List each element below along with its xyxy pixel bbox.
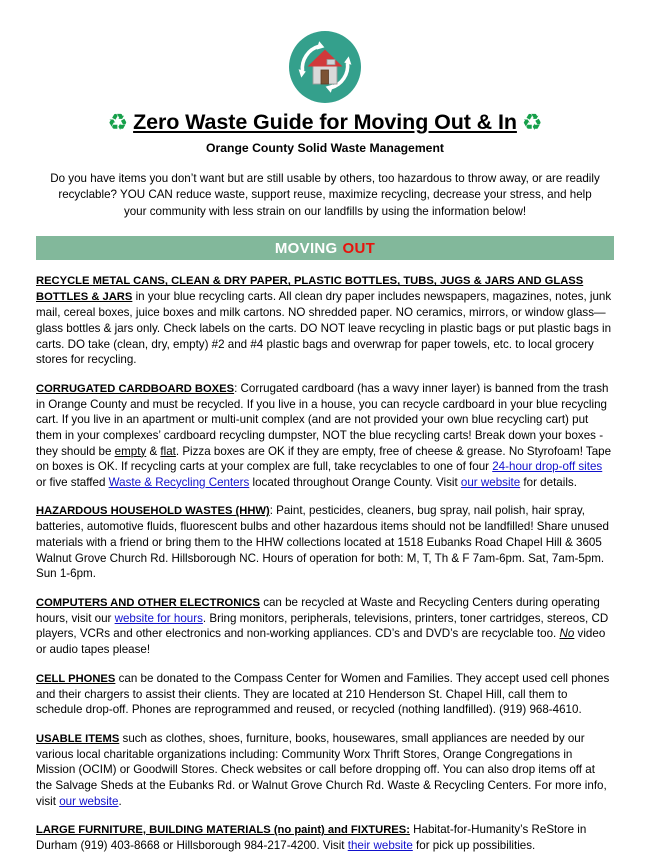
- page-title: [36, 110, 614, 135]
- section-electronics-emphasis-no: No: [559, 627, 575, 641]
- section-recycle: [36, 273, 614, 367]
- section-usable-items-text-1: such as clothes, shoes, furniture, books, housewares, small appliances are needed by our various local charitable organizations including: Community Worx Thrift Stores, Orange Congregations in Mission (OCIM) or Goodwill Stores. Check websites or call before dropping off. You can also drop items off at the Salvage Sheds at the Eubanks Rd. or Walnut Grove Church Rd. Waste & Recycling Centers. For more info, visit: [36, 731, 607, 808]
- section-large-furniture: [36, 822, 614, 854]
- section-electronics-text-1: can be recycled at Waste and Recycling Centers during operating hours, visit our: [36, 595, 600, 625]
- section-usable-items: [36, 731, 614, 809]
- section-recycle-body: in your blue recycling carts. All clean dry paper includes newspapers, magazines, notes, junk mail, cereal boxes, juice boxes and milk cartons. NO shredded paper. NO ceramics, mirrors, or window glass—glass bottles & jars only. Check labels on the carts. DO NOT leave recycling in plastic bags or put plastic bags in carts. DO take (clean, dry, empty) #2 and #4 plastic bags and overwrap for paper towels, etc. to local grocery stores for recycling.: [36, 290, 612, 367]
- section-hazardous-waste-body: : Paint, pesticides, cleaners, bug spray, nail polish, hair spray, batteries, automotive fluids, fluorescent bulbs and other hazardous items should not be landfilled! Share unused materials with a friend or bring them to the HHW collections located at 1518 Eubanks Road Chapel Hill & 3605 Walnut Grove Church Rd. Hillsborough NC. Hours of operation for both: M, T, Th & F 7am-6pm. Sat, 7am-5pm. Sun 1-6pm.: [36, 504, 609, 581]
- link-our-website-cardboard[interactable]: our website: [460, 475, 521, 489]
- section-hazardous-waste: [36, 503, 614, 581]
- section-cardboard-text-1: : Corrugated cardboard (has a wavy inner layer) is banned from the trash in Orange County and must be recycled. If you live in a house, you can recycle cardboard in your blue recycling cart. If you live in an apartment or multi-unit complex (and are not provided your own blue recycling cart) put them in your complexes’ cardboard recycling dumpster, NOT the blue recycling carts! Break down your boxes - they should be: [36, 381, 609, 458]
- section-electronics-text-3: video or audio tapes please!: [36, 627, 606, 656]
- banner-label-out: OUT: [342, 239, 376, 257]
- section-cardboard: [36, 381, 614, 491]
- section-usable-items-text-2: .: [118, 794, 122, 808]
- link-website-for-hours[interactable]: website for hours: [114, 611, 203, 625]
- link-their-website[interactable]: their website: [347, 839, 413, 853]
- section-cell-phones-body: can be donated to the Compass Center for Women and Families. They accept used cell phones and their chargers to assist their clients. They are located at 210 Henderson St. Chapel Hill, call them to schedule drop-off. Phones are reprogrammed and reused, or recycled (nothing landfilled). (919) 968-4610.: [36, 671, 610, 717]
- section-hazardous-waste-heading: HAZARDOUS HOUSEHOLD WASTES (HHW): [36, 505, 270, 518]
- intro-paragraph: Do you have items you don’t want but are still usable by others, too hazardous to throw away, or are readily recyclable? YOU CAN reduce waste, support reuse, maximize recycling, decrease your stress, and help your community with less strain on our landfills by using the information below!: [50, 172, 600, 218]
- section-usable-items-heading: USABLE ITEMS: [36, 732, 120, 745]
- logo-container: [36, 0, 614, 104]
- section-recycle-heading: RECYCLE METAL CANS, CLEAN & DRY PAPER, PLASTIC BOTTLES, TUBS, JUGS & JARS AND GLASS BOTTLES & JARS: [36, 275, 584, 304]
- recycle-icon-right: ♻: [521, 109, 543, 135]
- section-cardboard-text-5: located throughout Orange County. Visit: [249, 475, 461, 489]
- section-cardboard-emphasis-empty: empty: [114, 444, 147, 458]
- page-title-text: Zero Waste Guide for Moving Out & In: [133, 110, 517, 134]
- section-cell-phones: [36, 671, 614, 718]
- section-large-furniture-text-1: Habitat-for-Humanity’s ReStore in Durham (919) 403-8668 or Hillsborough 984-217-4200. Visit: [36, 823, 587, 853]
- section-cardboard-text-2: &: [146, 444, 161, 458]
- link-our-website-usable[interactable]: our website: [59, 794, 119, 808]
- section-cardboard-text-6: for details.: [520, 475, 577, 489]
- page-subtitle: Orange County Solid Waste Management: [206, 141, 444, 155]
- section-cardboard-text-3: . Pizza boxes are OK if they are empty, free of cheese & grease. No Styrofoam! Tape on boxes is OK. If recycling carts at your complex are full, take recyclables to one of four: [36, 444, 612, 474]
- section-cardboard-text-4: or five staffed: [36, 475, 109, 489]
- link-waste-recycling-centers[interactable]: Waste & Recycling Centers: [108, 475, 250, 489]
- link-drop-off-sites[interactable]: 24-hour drop-off sites: [492, 460, 603, 474]
- moving-out-banner: [36, 236, 614, 260]
- section-large-furniture-heading: LARGE FURNITURE, BUILDING MATERIALS (no paint) and FIXTURES:: [36, 824, 410, 837]
- section-electronics: [36, 595, 614, 658]
- section-electronics-text-2: . Bring monitors, peripherals, televisions, printers, toner cartridges, stereos, CD players, VCRs and other electronics and non-working appliances. CD’s and DVD’s are recyclable too.: [36, 611, 609, 641]
- section-electronics-heading: COMPUTERS AND OTHER ELECTRONICS: [36, 596, 260, 609]
- section-cardboard-emphasis-flat: flat: [160, 444, 176, 458]
- section-large-furniture-text-2: for pick up possibilities.: [412, 839, 536, 853]
- recycle-icon-left: ♻: [107, 109, 129, 135]
- section-cardboard-heading: CORRUGATED CARDBOARD BOXES: [36, 382, 235, 395]
- section-cell-phones-heading: CELL PHONES: [36, 672, 116, 685]
- house-recycling-logo: [288, 30, 362, 104]
- banner-label-moving: MOVING: [274, 239, 338, 257]
